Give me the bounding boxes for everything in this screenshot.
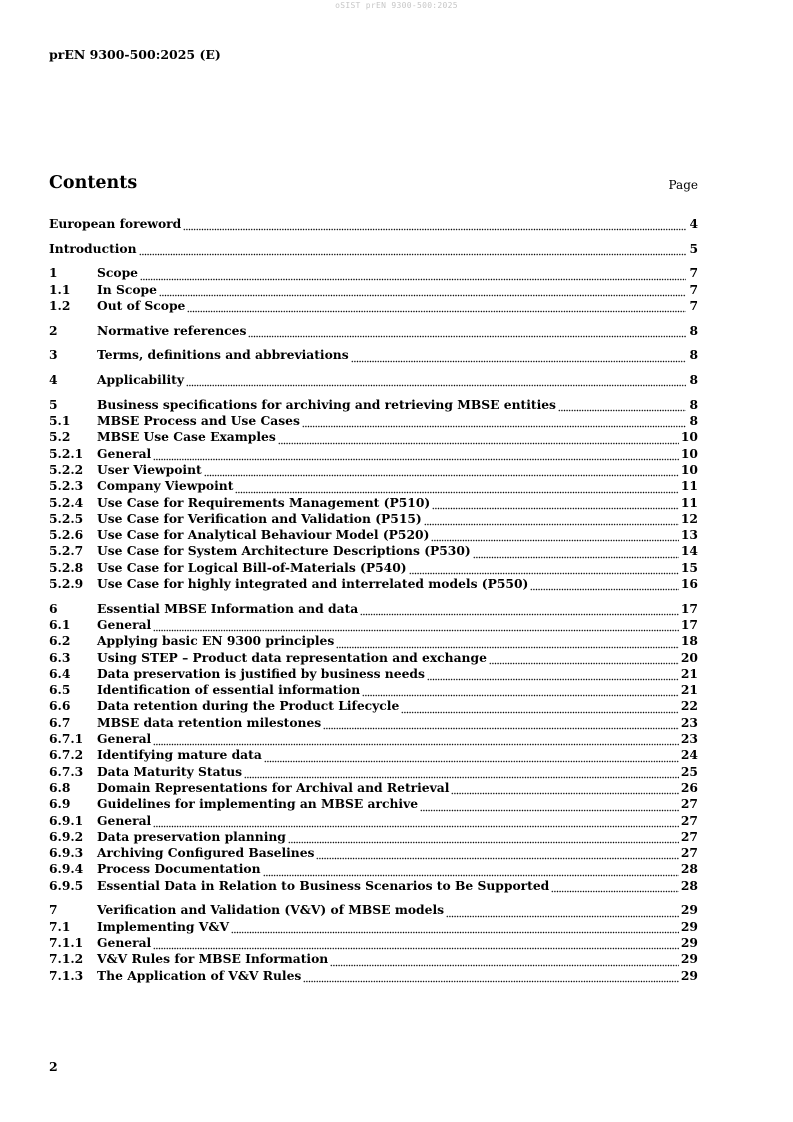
toc-entry-number: 6.7.3 <box>49 763 84 779</box>
toc-entry-title: MBSE data retention milestones <box>97 714 322 730</box>
toc-entry-title: In Scope <box>97 281 157 297</box>
toc-entry[interactable] <box>49 902 698 918</box>
toc-entry-page: 23 <box>680 731 698 747</box>
toc-entry-title: Business specifications for archiving and retrieving MBSE entities <box>97 396 556 412</box>
dot-leader <box>159 284 686 298</box>
toc-entry-title: Domain Representations for Archival and Retrieval <box>97 779 450 795</box>
dot-leader <box>431 529 678 543</box>
toc-entry-title: Essential Data in Relation to Business Scenarios to Be Supported <box>97 877 550 893</box>
toc-entry-number: 5.2.2 <box>49 461 84 477</box>
toc-entry[interactable] <box>49 878 698 894</box>
toc-entry-number: 5.2.3 <box>49 478 84 494</box>
dot-leader <box>264 750 679 764</box>
toc-entry-page: 16 <box>680 575 698 591</box>
toc-entry-page: 13 <box>680 527 698 543</box>
dot-leader <box>139 243 686 257</box>
toc-entry-number: 5.2 <box>49 429 71 445</box>
toc-entry-page: 11 <box>680 478 698 494</box>
dot-leader <box>263 864 679 878</box>
toc-entry-title: Data preservation planning <box>97 828 286 844</box>
toc-entry-page: 29 <box>680 967 698 983</box>
toc-entry-number: 3 <box>49 347 58 363</box>
toc-entry-page: 8 <box>689 322 698 338</box>
toc-entry-number: 6.1 <box>49 616 71 632</box>
toc-entry-page: 27 <box>680 845 698 861</box>
toc-entry-number: 7.1.1 <box>49 935 84 950</box>
toc-entry-number: 5.1 <box>49 413 71 429</box>
dot-leader <box>316 847 678 861</box>
toc-entry[interactable] <box>49 796 698 812</box>
toc-entry-page: 21 <box>680 682 698 698</box>
dot-leader <box>244 766 679 780</box>
toc-entry-number: 6.9 <box>49 796 71 812</box>
toc-entry-title: Verification and Validation (V&V) of MBSE models <box>97 902 445 918</box>
toc-entry-number: 1.1 <box>49 281 71 297</box>
toc-entry-page: 20 <box>680 649 698 665</box>
toc-entry-page: 27 <box>680 828 698 844</box>
toc-entry-number: 7.1 <box>49 918 71 934</box>
toc-entry-page: 17 <box>680 600 698 616</box>
toc-entry-page: 12 <box>680 510 698 526</box>
toc-entry-number: 6.2 <box>49 633 71 649</box>
toc-entry-title: Guidelines for implementing an MBSE archive <box>97 796 419 812</box>
page-number: 2 <box>49 1059 58 1074</box>
toc-entry-page: 10 <box>680 445 698 461</box>
toc-entry-page: 23 <box>680 714 698 730</box>
dot-leader <box>278 432 679 446</box>
toc-entry-page: 15 <box>680 559 698 575</box>
toc-entry-number: 6 <box>49 600 58 616</box>
dot-leader <box>427 668 679 682</box>
toc-entry-page: 28 <box>680 861 698 877</box>
toc-entry-title: General <box>97 445 152 461</box>
toc-entry[interactable] <box>49 698 698 714</box>
toc-entry[interactable] <box>49 429 698 445</box>
toc-entry-number: 5.2.4 <box>49 494 84 510</box>
toc-entry-page: 18 <box>680 633 698 649</box>
toc-entry[interactable] <box>49 265 698 281</box>
toc-entry-page: 26 <box>680 779 698 795</box>
toc-entry-page: 29 <box>680 902 698 918</box>
toc-entry-number: 2 <box>49 322 58 338</box>
toc-entry[interactable] <box>49 511 698 527</box>
toc-entry-number: 6.9.5 <box>49 877 84 893</box>
dot-leader <box>551 880 679 894</box>
toc-entry-number: 5.2.9 <box>49 575 84 591</box>
toc-entry[interactable] <box>49 462 698 478</box>
toc-entry-page: 14 <box>680 543 698 559</box>
toc-entry-page: 7 <box>689 265 698 281</box>
toc-entry-title: User Viewpoint <box>97 461 202 477</box>
toc-entry-number: 6.9.3 <box>49 845 84 861</box>
toc-entry-title: Applying basic EN 9300 principles <box>97 633 335 649</box>
dot-leader <box>235 481 678 495</box>
toc-entry-number: 6.7.2 <box>49 747 84 763</box>
toc-entry[interactable] <box>49 560 698 576</box>
toc-entry-page: 28 <box>680 877 698 893</box>
toc-entry-title: Use Case for highly integrated and interrelated models (P550) <box>97 575 529 591</box>
toc-entry[interactable] <box>49 478 698 494</box>
toc-entry-title: Data Maturity Status <box>97 763 243 779</box>
dot-leader <box>204 464 679 478</box>
toc-entry-title: Identifying mature data <box>97 747 262 763</box>
toc-entry[interactable] <box>49 347 698 363</box>
toc-entry[interactable] <box>49 764 698 780</box>
toc-entry[interactable] <box>49 968 698 984</box>
toc-entry-title: Applicability <box>97 372 184 388</box>
toc-entry-page: 29 <box>680 951 698 967</box>
toc-entry-page: 10 <box>680 461 698 477</box>
table-of-contents <box>49 216 698 984</box>
dot-leader <box>153 619 679 633</box>
toc-entry[interactable] <box>49 682 698 698</box>
toc-entry[interactable] <box>49 446 698 462</box>
toc-entry[interactable] <box>49 372 698 388</box>
dot-leader <box>288 831 679 845</box>
toc-entry[interactable] <box>49 617 698 633</box>
toc-entry-page: 10 <box>680 429 698 445</box>
toc-entry-number: 6.9.4 <box>49 861 84 877</box>
toc-entry-title: Scope <box>97 265 138 281</box>
toc-entry-title: Normative references <box>97 322 247 338</box>
toc-entry-title: Terms, definitions and abbreviations <box>97 347 349 363</box>
toc-entry[interactable] <box>49 861 698 877</box>
toc-entry-page: 8 <box>689 396 698 412</box>
dot-leader <box>186 374 686 388</box>
dot-leader <box>351 350 686 364</box>
toc-entry-title: European foreword <box>49 216 182 231</box>
toc-entry[interactable] <box>49 650 698 666</box>
toc-entry-number: 6.9.2 <box>49 828 84 844</box>
toc-entry-page: 8 <box>689 347 698 363</box>
toc-entry-number: 5.2.7 <box>49 543 84 559</box>
dot-leader <box>446 905 679 919</box>
dot-leader <box>432 497 679 511</box>
dot-leader <box>153 815 679 829</box>
toc-entry[interactable] <box>49 951 698 967</box>
toc-entry-title: Company Viewpoint <box>97 478 234 494</box>
toc-entry[interactable] <box>49 601 698 617</box>
toc-entry-title: The Application of V&V Rules <box>97 967 302 983</box>
page-column-label: Page <box>668 178 698 192</box>
dot-leader <box>153 937 679 951</box>
toc-entry-title: Process Documentation <box>97 861 261 877</box>
toc-entry[interactable] <box>49 633 698 649</box>
toc-entry-page: 27 <box>680 796 698 812</box>
toc-entry[interactable] <box>49 919 698 935</box>
dot-leader <box>336 636 679 650</box>
toc-entry-title: Data retention during the Product Lifecycle <box>97 698 400 714</box>
dot-leader <box>409 562 679 576</box>
dot-leader <box>451 782 678 796</box>
toc-entry-title: Introduction <box>49 240 137 256</box>
toc-entry[interactable] <box>49 845 698 861</box>
toc-entry[interactable] <box>49 413 698 429</box>
toc-entry[interactable] <box>49 935 698 951</box>
toc-entry-number: 6.7.1 <box>49 731 84 747</box>
toc-entry-number: 6.6 <box>49 698 71 714</box>
dot-leader <box>558 399 686 413</box>
toc-entry-page: 5 <box>689 240 698 256</box>
toc-entry-title: Essential MBSE Information and data <box>97 600 359 616</box>
dot-leader <box>362 684 679 698</box>
toc-entry-page: 7 <box>689 297 698 313</box>
toc-entry[interactable] <box>49 715 698 731</box>
toc-entry-title: Implementing V&V <box>97 918 229 934</box>
watermark: oSIST prEN 9300-500:2025 <box>335 1 458 10</box>
toc-entry-number: 6.3 <box>49 649 71 665</box>
dot-leader <box>153 733 679 747</box>
toc-entry[interactable] <box>49 527 698 543</box>
toc-entry-page: 21 <box>680 665 698 681</box>
contents-heading: Contents <box>49 173 138 193</box>
toc-entry-number: 6.8 <box>49 779 71 795</box>
toc-entry-number: 6.7 <box>49 714 71 730</box>
toc-entry-number: 5.2.6 <box>49 527 84 543</box>
toc-entry-number: 4 <box>49 372 58 388</box>
toc-entry-title: Use Case for Requirements Management (P510) <box>97 494 431 510</box>
toc-entry-page: 4 <box>689 216 698 231</box>
toc-entry[interactable] <box>49 216 698 232</box>
toc-entry[interactable] <box>49 780 698 796</box>
toc-entry-title: Identification of essential information <box>97 682 361 698</box>
toc-entry-title: General <box>97 731 152 747</box>
toc-entry-page: 8 <box>689 372 698 388</box>
document-id: prEN 9300-500:2025 (E) <box>49 47 221 62</box>
toc-entry-number: 7.1.3 <box>49 967 84 983</box>
toc-entry[interactable] <box>49 323 698 339</box>
dot-leader <box>323 717 679 731</box>
toc-entry-title: General <box>97 812 152 828</box>
toc-entry-title: Out of Scope <box>97 297 186 313</box>
toc-entry-number: 1 <box>49 265 58 281</box>
dot-leader <box>303 970 679 984</box>
toc-entry-number: 7.1.2 <box>49 951 84 967</box>
toc-entry-number: 1.2 <box>49 297 71 313</box>
dot-leader <box>231 921 679 935</box>
toc-entry-page: 7 <box>689 281 698 297</box>
toc-entry-number: 6.9.1 <box>49 812 84 828</box>
toc-entry-title: Archiving Configured Baselines <box>97 845 315 861</box>
toc-entry-title: Use Case for Analytical Behaviour Model (P520) <box>97 527 430 543</box>
dot-leader <box>473 546 679 560</box>
toc-entry-title: General <box>97 935 152 950</box>
dot-leader <box>187 300 686 314</box>
toc-entry-number: 5.2.1 <box>49 445 84 461</box>
toc-entry-number: 7 <box>49 902 58 918</box>
toc-entry-number: 6.4 <box>49 665 71 681</box>
toc-entry-number: 6.5 <box>49 682 71 698</box>
toc-entry[interactable] <box>49 747 698 763</box>
dot-leader <box>302 415 686 429</box>
toc-entry-page: 8 <box>689 413 698 429</box>
toc-entry-page: 22 <box>680 698 698 714</box>
dot-leader <box>401 701 679 715</box>
toc-entry-title: Use Case for System Architecture Descriptions (P530) <box>97 543 471 559</box>
toc-entry[interactable] <box>49 298 698 314</box>
toc-entry-page: 29 <box>680 918 698 934</box>
toc-entry-number: 5.2.5 <box>49 510 84 526</box>
toc-entry-title: MBSE Process and Use Cases <box>97 413 300 429</box>
toc-entry[interactable] <box>49 495 698 511</box>
dot-leader <box>489 652 679 666</box>
toc-entry-page: 11 <box>680 494 698 510</box>
dot-leader <box>424 513 679 527</box>
toc-entry-title: Use Case for Verification and Validation (P515) <box>97 510 422 526</box>
toc-entry[interactable] <box>49 543 698 559</box>
toc-entry-number: 5.2.8 <box>49 559 84 575</box>
dot-leader <box>248 325 686 339</box>
toc-entry-title: Data preservation is justified by business needs <box>97 665 425 681</box>
dot-leader <box>153 448 679 462</box>
toc-entry-page: 29 <box>680 935 698 950</box>
toc-entry[interactable] <box>49 666 698 682</box>
toc-entry[interactable] <box>49 576 698 592</box>
toc-entry-page: 24 <box>680 747 698 763</box>
toc-entry-page: 17 <box>680 616 698 632</box>
toc-entry-page: 27 <box>680 812 698 828</box>
toc-entry-title: Using STEP – Product data representation and exchange <box>97 649 487 665</box>
dot-leader <box>420 799 679 813</box>
toc-entry-title: General <box>97 616 152 632</box>
toc-entry-title: MBSE Use Case Examples <box>97 429 276 445</box>
toc-entry-page: 25 <box>680 763 698 779</box>
toc-entry[interactable] <box>49 829 698 845</box>
toc-entry[interactable] <box>49 282 698 298</box>
dot-leader <box>183 218 686 232</box>
toc-entry[interactable] <box>49 813 698 829</box>
dot-leader <box>140 268 686 282</box>
toc-entry[interactable] <box>49 241 698 257</box>
dot-leader <box>360 603 679 617</box>
toc-entry[interactable] <box>49 731 698 747</box>
toc-entry-title: Use Case for Logical Bill-of-Materials (P540) <box>97 559 407 575</box>
toc-entry-number: 5 <box>49 396 58 412</box>
dot-leader <box>530 578 679 592</box>
toc-entry-title: V&V Rules for MBSE Information <box>97 951 329 967</box>
toc-entry[interactable] <box>49 397 698 413</box>
dot-leader <box>330 954 679 968</box>
